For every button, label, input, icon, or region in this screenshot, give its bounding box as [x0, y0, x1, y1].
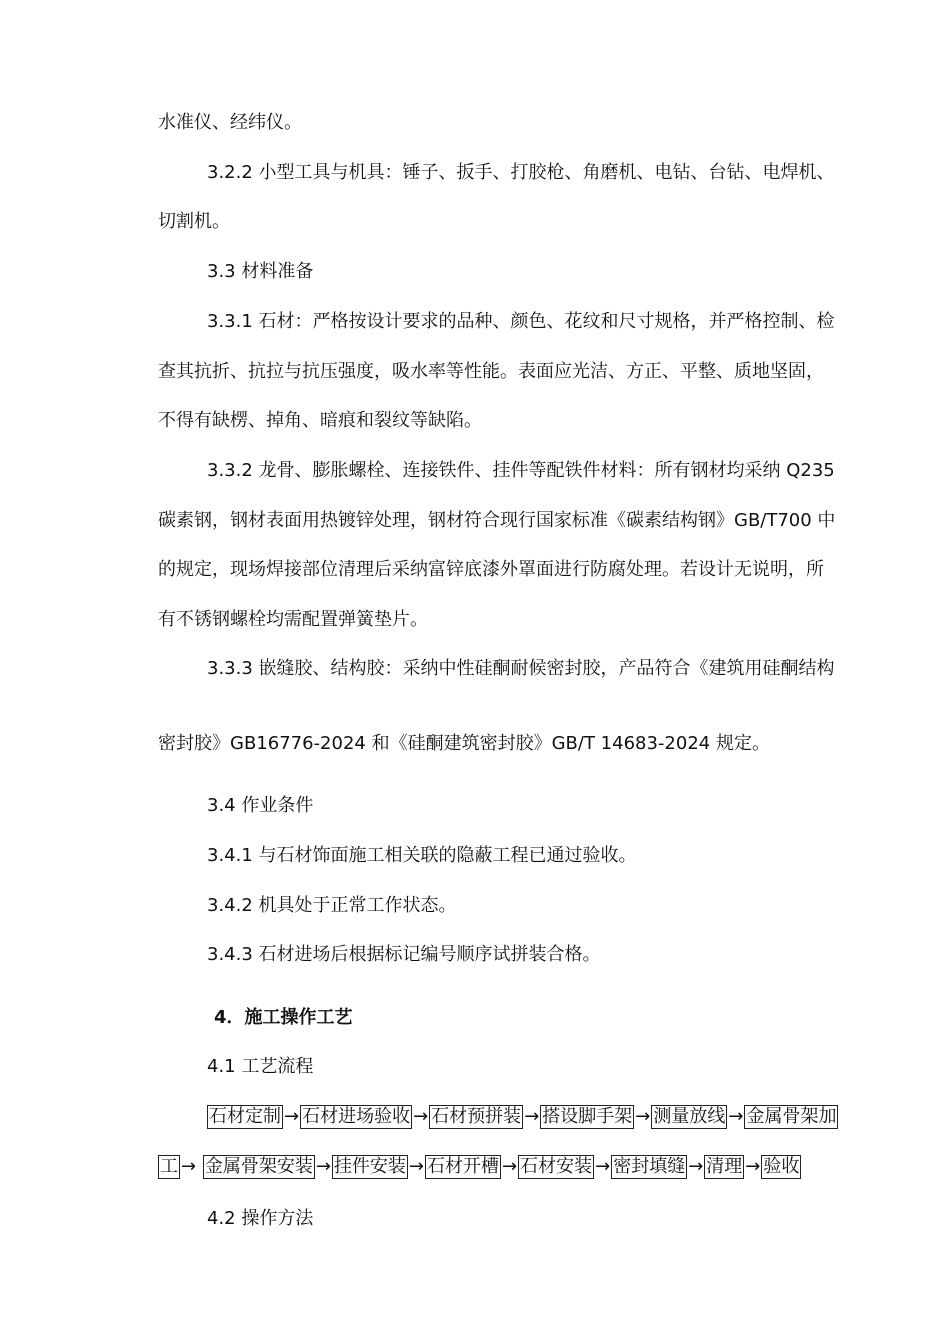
flow-step: 测量放线 [653, 1106, 726, 1127]
paragraph-line: 水准仪、经纬仪。 [158, 112, 302, 133]
chapter-heading: 4．施工操作工艺 [214, 1007, 353, 1028]
paragraph-line: 3.3.2 龙骨、膨胀螺栓、连接铁件、挂件等配铁件材料：所有钢材均采纳 Q235 [207, 460, 835, 481]
flow-step: 金属骨架安装 [204, 1156, 313, 1177]
arrow-right-icon: → [745, 1156, 761, 1177]
arrow-right-icon: → [408, 1156, 425, 1177]
paragraph-line: 碳素钢，钢材表面用热镀锌处理，钢材符合现行国家标准《碳素结构钢》GB/T700 中 [158, 510, 836, 531]
paragraph-line: 3.4.2 机具处于正常工作状态。 [207, 895, 457, 916]
flow-step: 石材定制 [209, 1106, 281, 1127]
flow-step: 石材预拼装 [431, 1106, 522, 1127]
flow-step: 石材安装 [520, 1156, 593, 1177]
section-heading: 3.3 材料准备 [207, 261, 314, 282]
section-heading: 4.1 工艺流程 [207, 1056, 314, 1077]
paragraph-line: 3.4.1 与石材饰面施工相关联的隐蔽工程已通过验收。 [207, 845, 637, 866]
flow-step: 清理 [706, 1156, 743, 1177]
paragraph-line: 不得有缺楞、掉角、暗痕和裂纹等缺陷。 [158, 410, 482, 431]
flow-step: 石材进场验收 [302, 1106, 411, 1127]
section-heading: 3.4 作业条件 [207, 795, 314, 816]
flow-step: 石材开槽 [427, 1156, 500, 1177]
paragraph-line: 3.3.1 石材：严格按设计要求的品种、颜色、花纹和尺寸规格，并严格控制、检 [207, 311, 835, 332]
flow-step: 金属骨架加 [746, 1106, 837, 1127]
arrow-right-icon: → [635, 1106, 651, 1127]
paragraph-line: 切割机。 [158, 211, 230, 232]
paragraph-line: 密封胶》GB16776-2024 和《硅酮建筑密封胶》GB/T 14683-2024 规定。 [158, 733, 770, 754]
arrow-right-icon: → [315, 1156, 331, 1177]
arrow-right-icon: → [502, 1156, 518, 1177]
flow-step: 挂件安装 [333, 1156, 406, 1177]
section-heading: 4.2 操作方法 [207, 1208, 314, 1229]
flow-step: 工 [160, 1156, 178, 1177]
paragraph-line: 的规定，现场焊接部位清理后采纳富锌底漆外罩面进行防腐处理。若设计无说明，所 [158, 559, 824, 580]
paragraph-line: 3.3.3 嵌缝胶、结构胶：采纳中性硅酮耐候密封胶，产品符合《建筑用硅酮结构 [207, 658, 835, 679]
paragraph-line: 查其抗折、抗拉与抗压强度，吸水率等性能。表面应光洁、方正、平整、质地坚固， [158, 361, 824, 382]
arrow-right-icon: → [595, 1156, 611, 1177]
arrow-right-icon: → [413, 1106, 429, 1127]
flow-step: 密封填缝 [613, 1156, 686, 1177]
flow-step: 搭设脚手架 [542, 1106, 633, 1127]
paragraph-line: 3.4.3 石材进场后根据标记编号顺序试拼装合格。 [207, 944, 601, 965]
arrow-right-icon: → [728, 1106, 744, 1127]
process-flow-row-1 [207, 1104, 838, 1130]
process-flow-row-2 [158, 1154, 801, 1180]
arrow-right-icon: → [284, 1106, 300, 1127]
arrow-right-icon: → [688, 1156, 704, 1177]
arrow-right-icon: → [524, 1106, 540, 1127]
arrow-right-icon: → [181, 1156, 197, 1177]
flow-step: 验收 [763, 1156, 800, 1177]
paragraph-line: 有不锈钢螺栓均需配置弹簧垫片。 [158, 609, 428, 630]
paragraph-line: 3.2.2 小型工具与机具：锤子、扳手、打胶枪、角磨机、电钻、台钻、电焊机、 [207, 162, 835, 183]
